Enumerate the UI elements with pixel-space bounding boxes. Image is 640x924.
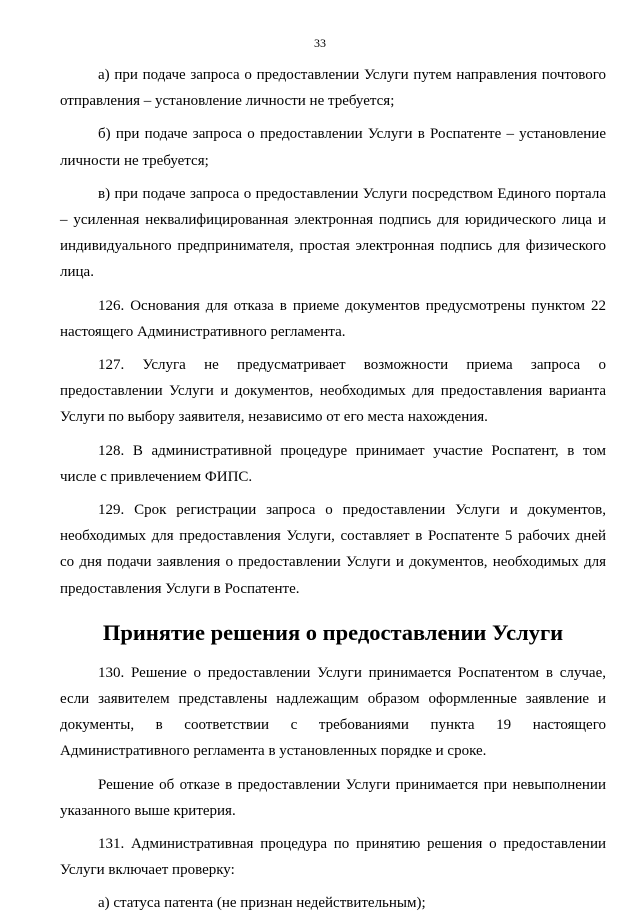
paragraph-131: 131. Административная процедура по принятию решения о предоставлении Услуги включает проверку: bbox=[60, 836, 606, 879]
paragraph-130: 130. Решение о предоставлении Услуги принимается Роспатентом в случае, если заявителем представлены надлежащим образом оформленные заявление и документы, в соответствии с требованиями пункта 19 настоящего Административного регламента в установленных порядке и сроке. bbox=[60, 664, 606, 760]
document-body bbox=[60, 62, 606, 924]
paragraph-127: 127. Услуга не предусматривает возможности приема запроса о предоставлении Услуги и документов, необходимых для предоставления варианта Услуги по выбору заявителя, независимо от его места нахождения. bbox=[60, 357, 606, 426]
paragraph-126: 126. Основания для отказа в приеме документов предусмотрены пунктом 22 настоящего Административного регламента. bbox=[60, 297, 606, 340]
paragraph-refusal-decision: Решение об отказе в предоставлении Услуги принимается при невыполнении указанного выше критерия. bbox=[60, 776, 606, 819]
paragraph-128: 128. В административной процедуре принимает участие Роспатент, в том числе с привлечением ФИПС. bbox=[60, 442, 606, 485]
paragraph-item-b-rospatent: б) при подаче запроса о предоставлении Услуги в Роспатенте – установление личности не требуется; bbox=[60, 126, 606, 169]
paragraph-129: 129. Срок регистрации запроса о предоставлении Услуги и документов, необходимых для предоставления Услуги, составляет в Роспатенте 5 рабочих дней со дня подачи заявления о предоставлении Услуги и документов, необходимых для предоставления Услуги в Роспатенте. bbox=[60, 502, 606, 597]
paragraph-item-a-postal: а) при подаче запроса о предоставлении Услуги путем направления почтового отправления – установление личности не требуется; bbox=[60, 67, 606, 110]
page-number: 33 bbox=[314, 36, 326, 50]
paragraph-item-v-portal: в) при подаче запроса о предоставлении Услуги посредством Единого портала – усиленная неквалифицированная электронная подпись для юридического лица и индивидуального предпринимателя, простая электронная подпись для физического лица. bbox=[60, 185, 606, 281]
paragraph-131-item-a: а) статуса патента (не признан недействительным); bbox=[98, 895, 426, 912]
section-heading: Принятие решения о предоставлении Услуги bbox=[102, 619, 564, 645]
